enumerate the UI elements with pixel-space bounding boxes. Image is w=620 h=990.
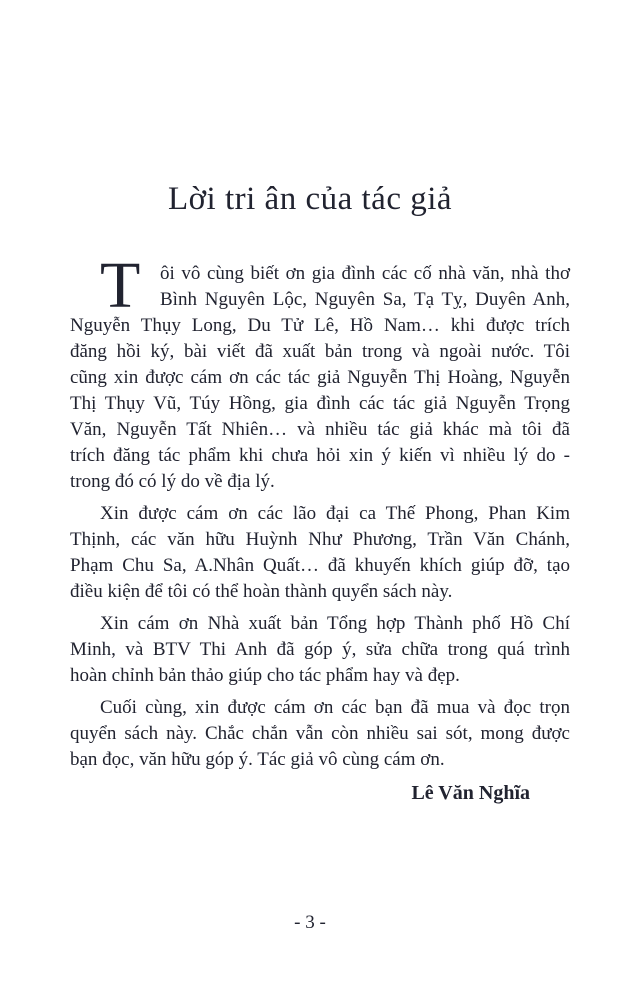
text-line: Bình Nguyên Lộc, Nguyên Sa, Tạ Tỵ, Duyên Anh, xyxy=(160,289,570,310)
text-line: Xin được cám ơn các lão đại ca Thế Phong, Phan Kim xyxy=(100,503,570,524)
text-line: điều kiện để tôi có thể hoàn thành quyển sách này. xyxy=(70,581,453,602)
page-title: Lời tri ân của tác giả xyxy=(167,181,453,218)
text-line: cũng xin được cám ơn các tác giả Nguyễn Thị Hoàng, Nguyễn xyxy=(70,367,570,388)
text-line: trích đăng tác phẩm khi chưa hỏi xin ý kiến vì nhiều lý do - xyxy=(70,445,570,466)
body-text xyxy=(70,249,570,779)
text-line: Phạm Chu Sa, A.Nhân Quất… đã khuyến khích giúp đỡ, tạo xyxy=(70,555,570,576)
text-line: Nguyễn Thụy Long, Du Tử Lê, Hồ Nam… khi được trích xyxy=(70,315,570,336)
text-line: quyển sách này. Chắc chắn vẫn còn nhiều sai sót, mong được xyxy=(70,723,570,744)
text-line: hoàn chỉnh bản thảo giúp cho tác phẩm hay và đẹp. xyxy=(70,665,460,686)
paragraph-4 xyxy=(70,695,570,773)
text-line: đăng hồi ký, bài viết đã xuất bản trong và ngoài nước. Tôi xyxy=(70,341,570,362)
text-line: trong đó có lý do về địa lý. xyxy=(70,471,275,492)
text-line: Văn, Nguyễn Tất Nhiên… và nhiều tác giả khác mà tôi đã xyxy=(70,419,570,440)
text-line: Minh, và BTV Thi Anh đã góp ý, sửa chữa trong quá trình xyxy=(70,639,570,660)
paragraph-2 xyxy=(70,501,570,605)
paragraph-1 xyxy=(70,249,570,495)
text-line: Xin cám ơn Nhà xuất bản Tổng hợp Thành phố Hồ Chí xyxy=(100,613,570,634)
paragraph-3 xyxy=(70,611,570,689)
text-line: ôi vô cùng biết ơn gia đình các cố nhà văn, nhà thơ xyxy=(160,263,570,284)
text-line: bạn đọc, văn hữu góp ý. Tác giả vô cùng cám ơn. xyxy=(70,749,445,770)
text-line: Cuối cùng, xin được cám ơn các bạn đã mua và đọc trọn xyxy=(100,697,570,718)
text-line: Thị Thụy Vũ, Túy Hồng, gia đình các tác giả Nguyễn Trọng xyxy=(70,393,570,414)
author-signature: Lê Văn Nghĩa xyxy=(411,782,530,804)
text-line: Thịnh, các văn hữu Huỳnh Như Phương, Trần Văn Chánh, xyxy=(70,529,570,550)
page-number: - 3 - xyxy=(294,912,326,933)
drop-cap: T xyxy=(100,249,141,322)
